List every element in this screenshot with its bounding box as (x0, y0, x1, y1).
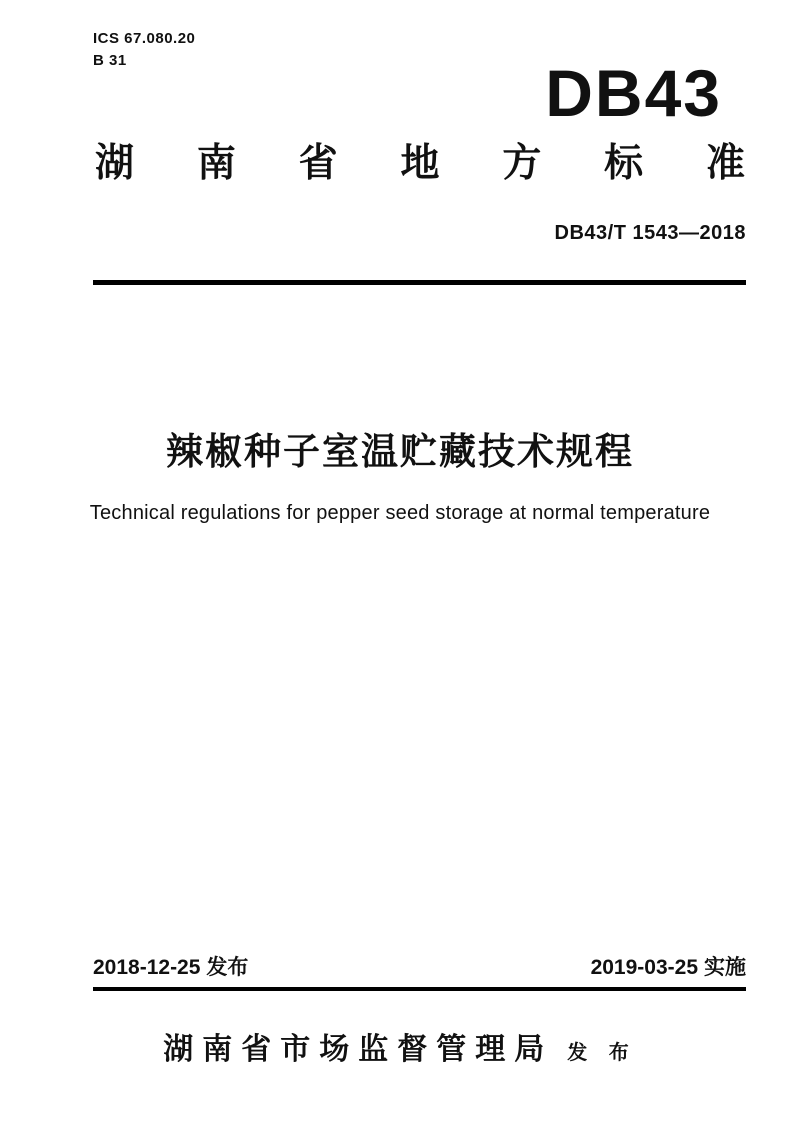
ics-code: ICS 67.080.20 (93, 30, 196, 47)
footer-divider-rule (93, 987, 746, 991)
implementation-date: 2019-03-25 (590, 956, 698, 979)
standard-type-char: 省 (298, 142, 338, 185)
document-title-chinese: 辣椒种子室温贮藏技术规程 (166, 431, 634, 472)
publisher-name: 湖南省市场监督管理局 (163, 1033, 554, 1066)
document-title-english: Technical regulations for pepper seed storage at normal temperature (89, 502, 711, 524)
implementation-label: 实施 (704, 956, 746, 979)
standard-type-char: 湖 (95, 142, 135, 185)
header-divider-rule (93, 280, 746, 285)
standard-type-heading (95, 144, 745, 183)
issue-label: 发布 (206, 956, 249, 979)
publisher-action-label: 发 布 (567, 1042, 637, 1064)
ics-classification-block (93, 28, 195, 72)
db43-logo: DB43 (545, 56, 722, 130)
standard-type-char: 南 (196, 142, 236, 185)
publisher-row (0, 1024, 800, 1068)
issue-date-group (93, 955, 248, 980)
issue-date: 2018-12-25 (93, 956, 201, 979)
dates-row (93, 955, 746, 980)
standard-type-char: 地 (400, 142, 440, 185)
standard-type-char: 准 (705, 142, 745, 185)
standard-type-char: 方 (502, 142, 542, 185)
standard-type-char: 标 (604, 142, 644, 185)
document-number: DB43/T 1543—2018 (554, 222, 746, 244)
implementation-date-group (591, 955, 746, 980)
class-code: B 31 (93, 52, 127, 69)
